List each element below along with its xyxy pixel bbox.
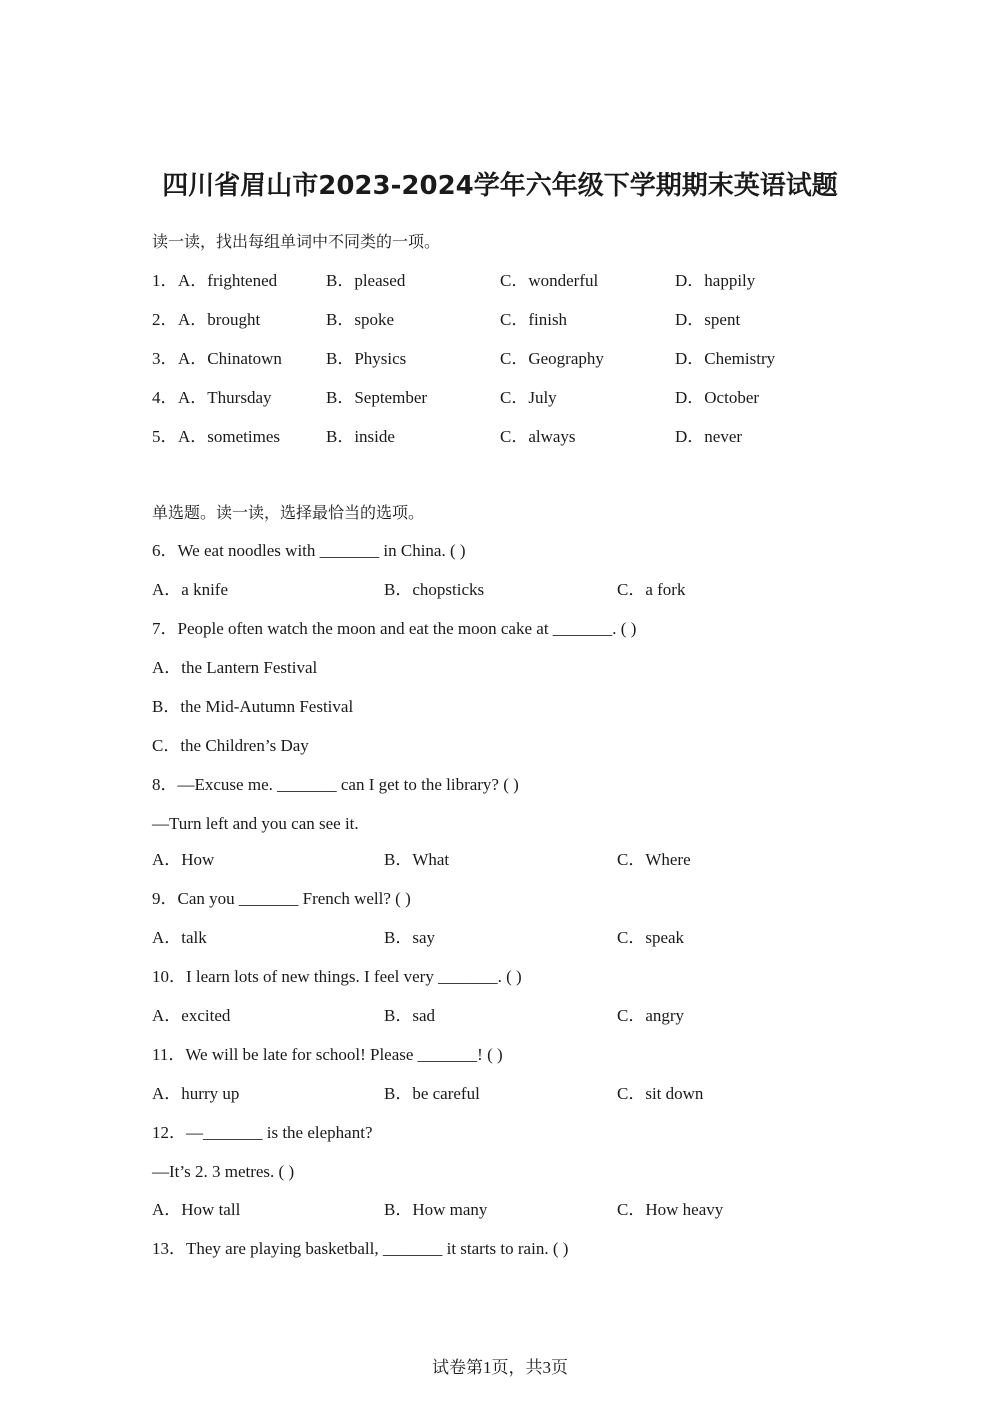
page-title: 四川省眉山市2023-2024学年六年级下学期期末英语试题 [162,171,838,201]
option-a: A．sometimes [178,427,280,446]
option-a: A．How [152,850,215,869]
question-6-options [152,577,852,603]
option-b: B．inside [326,427,395,446]
question-12-stem: 12．—_______ is the elephant? [152,1123,373,1142]
question-number: 2． [152,310,178,329]
question-row-3 [152,346,852,372]
question-7-stem: 7．People often watch the moon and eat the moon cake at _______. ( ) [152,619,637,638]
question-row-5 [152,424,852,450]
option-c: C．always [500,427,576,446]
question-9-options [152,925,852,951]
option-b: B．chopsticks [384,580,485,599]
question-number: 5． [152,427,178,446]
question-row-1 [152,268,852,294]
option-c: C．How heavy [617,1200,724,1219]
option-b: B．pleased [326,271,406,290]
option-a: A．excited [152,1006,231,1025]
option-d: D．spent [675,310,741,329]
question-10-stem: 10．I learn lots of new things. I feel very _______. ( ) [152,967,522,986]
question-8-stem-reply: —Turn left and you can see it. [152,814,359,833]
option-c: C．sit down [617,1084,704,1103]
section1-instruction: 读一读，找出每组单词中不同类的一项。 [152,232,441,251]
option-d: D．Chemistry [675,349,776,368]
option-c: C．finish [500,310,568,329]
option-b: B．How many [384,1200,488,1219]
option-a: A．hurry up [152,1084,240,1103]
question-11-stem: 11．We will be late for school! Please _______! ( ) [152,1045,503,1064]
option-b: B．Physics [326,349,407,368]
option-c: C．Where [617,850,691,869]
question-number: 4． [152,388,178,407]
question-row-4 [152,385,852,411]
option-c: C．angry [617,1006,685,1025]
option-a: A．Chinatown [178,349,282,368]
question-7-option-b: B．the Mid-Autumn Festival [152,697,354,716]
option-b: B．September [326,388,428,407]
question-9-stem: 9．Can you _______ French well? ( ) [152,889,411,908]
question-11-options [152,1081,852,1107]
option-c: C．July [500,388,557,407]
option-b: B．spoke [326,310,394,329]
option-a: A．frightened [178,271,278,290]
section2-instruction: 单选题。读一读，选择最恰当的选项。 [152,503,425,522]
option-a: A．How tall [152,1200,241,1219]
option-b: B．be careful [384,1084,480,1103]
option-b: B．What [384,850,450,869]
question-8-options [152,847,852,873]
question-12-options [152,1197,852,1223]
option-b: B．sad [384,1006,435,1025]
option-d: D．never [675,427,743,446]
question-13-stem: 13．They are playing basketball, _______ it starts to rain. ( ) [152,1239,569,1258]
question-6-stem: 6．We eat noodles with _______ in China. ( ) [152,541,466,560]
option-a: A．brought [178,310,261,329]
page-footer: 试卷第1页，共3页 [432,1358,568,1377]
option-a: A．talk [152,928,207,947]
option-c: C．speak [617,928,685,947]
option-d: D．October [675,388,760,407]
question-row-2 [152,307,852,333]
option-a: A．Thursday [178,388,272,407]
option-c: C．Geography [500,349,604,368]
option-a: A．a knife [152,580,229,599]
option-b: B．say [384,928,435,947]
option-c: C．a fork [617,580,686,599]
option-d: D．happily [675,271,756,290]
question-12-stem-reply: —It’s 2. 3 metres. ( ) [152,1162,295,1181]
option-c: C．wonderful [500,271,599,290]
question-7-option-a: A．the Lantern Festival [152,658,318,677]
question-8-stem: 8．—Excuse me. _______ can I get to the library? ( ) [152,775,519,794]
question-10-options [152,1003,852,1029]
question-number: 1． [152,271,178,290]
question-number: 3． [152,349,178,368]
question-7-option-c: C．the Children’s Day [152,736,309,755]
